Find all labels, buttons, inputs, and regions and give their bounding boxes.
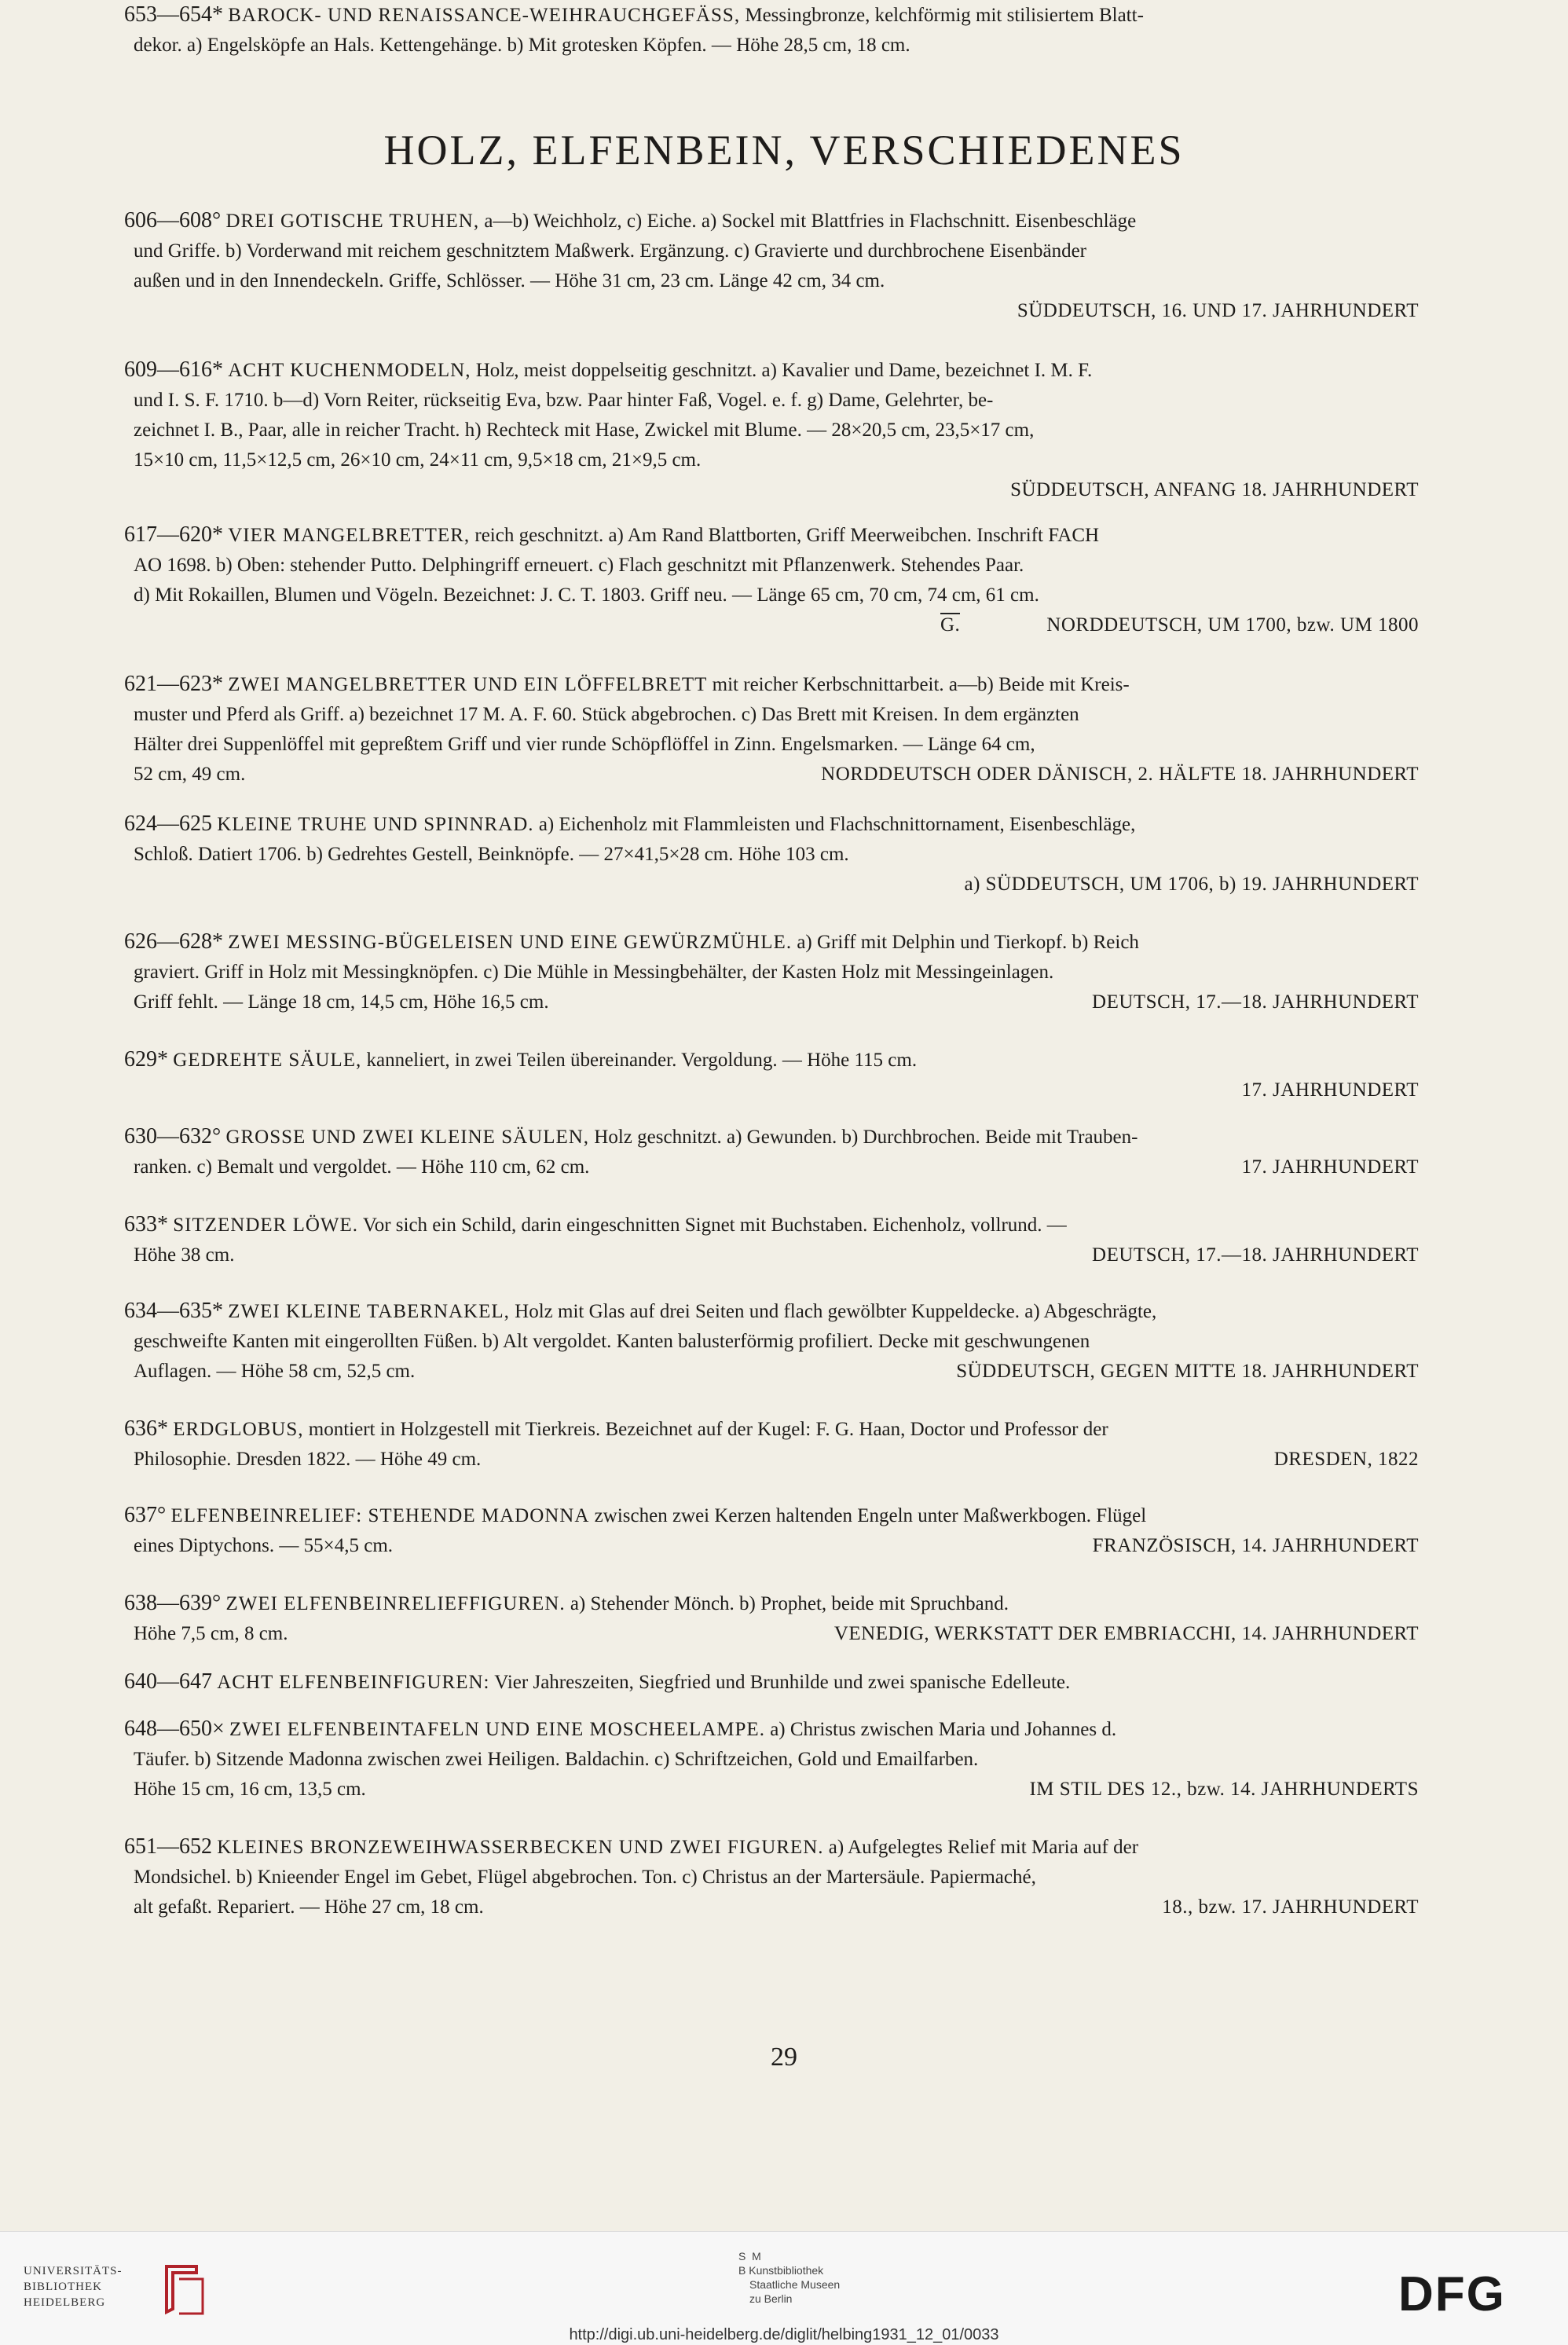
- entry-origin: [1010, 475, 1419, 505]
- entry-text-line: Holz, meist doppelseitig geschnitzt. a) Kavalier und Dame, bezeichnet I. M. F.: [475, 360, 1093, 381]
- entry-title: ZWEI KLEINE TABERNAKEL,: [228, 1301, 510, 1322]
- entry-number: 626—628*: [124, 929, 223, 954]
- entry-title: GEDREHTE SÄULE,: [173, 1050, 362, 1071]
- entry-text-line: a) Stehender Mönch. b) Prophet, beide mit Spruchband.: [570, 1593, 1009, 1614]
- catalog-entry: [124, 1045, 1419, 1105]
- entry-number: 651—652: [124, 1834, 212, 1859]
- dfg-logo-text: DFG: [1398, 2270, 1506, 2317]
- entry-text-line: Messingbronze, kelchförmig mit stilisiertem Blatt-: [745, 5, 1144, 26]
- entry-origin-row: [124, 1445, 1419, 1475]
- entry-first-line: [124, 809, 1419, 840]
- entry-text-line: kanneliert, in zwei Teilen übereinander. Vergoldung. — Höhe 115 cm.: [366, 1050, 918, 1071]
- entry-text-line: dekor. a) Engelsköpfe an Hals. Kettengehänge. b) Mit grotesken Köpfen. — Höhe 28,5 cm, 18 cm.: [134, 35, 910, 56]
- entry-first-line: [124, 1122, 1419, 1152]
- entry-title: SITZENDER LÖWE.: [173, 1215, 359, 1236]
- catalog-entry: [124, 1714, 1419, 1805]
- entry-text-line: Hälter drei Suppenlöffel mit gepreßtem Griff und vier runde Schöpflöffel in Zinn. Engelsmarken. — Länge 64 cm,: [134, 734, 1035, 755]
- sm-letters: [738, 2249, 840, 2263]
- entry-title: DREI GOTISCHE TRUHEN,: [225, 211, 480, 232]
- catalog-entry: [124, 1588, 1419, 1649]
- entry-origin-text: DEUTSCH, 17.—18. JAHRHUNDERT: [1092, 991, 1419, 1013]
- catalog-entry: [124, 1296, 1419, 1387]
- sm-letter: M: [752, 2250, 761, 2263]
- entry-origin-row: [124, 475, 1419, 505]
- entry-number: 624—625: [124, 812, 212, 836]
- entry-number: 629*: [124, 1047, 168, 1072]
- university-library-logo[interactable]: [24, 2263, 212, 2318]
- entry-origin-text: FRANZÖSISCH, 14. JAHRHUNDERT: [1092, 1535, 1419, 1556]
- entry-first-line: [124, 1414, 1419, 1445]
- entry-text-line: AO 1698. b) Oben: stehender Putto. Delphingriff erneuert. c) Flach geschnitzt mit Pflanzenwerk. Stehendes Paar.: [134, 555, 1024, 576]
- entry-origin: [956, 1357, 1419, 1387]
- entry-first-line: [124, 669, 1419, 700]
- entry-origin: [1242, 1075, 1419, 1105]
- entry-first-line: [124, 1714, 1419, 1745]
- catalog-entry: [124, 0, 1419, 60]
- entry-title: ZWEI ELFENBEINRELIEFFIGUREN.: [225, 1593, 566, 1614]
- entry-first-line: [124, 1045, 1419, 1075]
- staatliche-museen-logo[interactable]: [738, 2249, 840, 2306]
- entry-text-line: Höhe 38 cm.: [134, 1244, 235, 1266]
- entry-origin-prefix: G.: [940, 614, 961, 636]
- entry-number: 633*: [124, 1212, 168, 1237]
- catalog-entry: [124, 1210, 1419, 1270]
- entry-text-line: reich geschnitzt. a) Am Rand Blattborten, Griff Meerweibchen. Inschrift FACH: [474, 525, 1100, 546]
- entry-text-line: Griff fehlt. — Länge 18 cm, 14,5 cm, Höhe 16,5 cm.: [134, 991, 549, 1013]
- entry-number: 609—616*: [124, 357, 223, 382]
- sm-line: Staatliche Museen: [749, 2278, 841, 2291]
- entry-number: 617—620*: [124, 522, 223, 547]
- entry-origin-row: [124, 1775, 1419, 1805]
- entry-origin-row: [124, 1240, 1419, 1270]
- sm-letter: S: [738, 2250, 746, 2263]
- entry-origin-text: a) SÜDDEUTSCH, UM 1706, b) 19. JAHRHUNDERT: [964, 874, 1419, 895]
- entry-origin-text: SÜDDEUTSCH, ANFANG 18. JAHRHUNDERT: [1010, 479, 1419, 500]
- entry-origin-row: [124, 610, 1419, 640]
- entry-first-line: [124, 355, 1419, 386]
- entry-origin-row: [124, 1357, 1419, 1387]
- entry-first-line: [124, 520, 1419, 551]
- entry-origin: [1162, 1892, 1419, 1922]
- entry-title: ERDGLOBUS,: [173, 1419, 304, 1440]
- entry-text-line: Täufer. b) Sitzende Madonna zwischen zwei Heiligen. Baldachin. c) Schriftzeichen, Gold und Emailfarben.: [134, 1749, 979, 1770]
- catalog-entry: [124, 1667, 1419, 1698]
- entry-origin-text: NORDDEUTSCH, UM 1700, bzw. UM 1800: [1046, 614, 1419, 636]
- source-url[interactable]: http://digi.ub.uni-heidelberg.de/diglit/helbing1931_12_01/0033: [569, 2326, 999, 2343]
- footer-bar: [0, 2231, 1568, 2345]
- entry-origin: [1274, 1445, 1419, 1475]
- entry-title: ACHT ELFENBEINFIGUREN:: [217, 1672, 490, 1693]
- entry-text-line: Mondsichel. b) Knieender Engel im Gebet, Flügel abgebrochen. Ton. c) Christus an der Martersäule. Papiermaché,: [134, 1867, 1036, 1888]
- catalog-entry: [124, 669, 1419, 790]
- entry-origin: [821, 760, 1419, 790]
- entry-first-line: [124, 1296, 1419, 1327]
- entry-number: 621—623*: [124, 672, 223, 696]
- entry-text-line: Holz geschnitzt. a) Gewunden. b) Durchbrochen. Beide mit Trauben-: [594, 1127, 1138, 1148]
- entry-text-line: 52 cm, 49 cm.: [134, 764, 246, 785]
- entry-text-line: mit reicher Kerbschnittarbeit. a—b) Beide mit Kreis-: [712, 674, 1130, 695]
- uni-logo-line: BIBLIOTHEK: [24, 2281, 102, 2293]
- entry-title: VIER MANGELBRETTER,: [228, 525, 471, 546]
- entry-origin-text: DEUTSCH, 17.—18. JAHRHUNDERT: [1092, 1244, 1419, 1266]
- catalog-entry: [124, 1500, 1419, 1561]
- entry-text-line: a—b) Weichholz, c) Eiche. a) Sockel mit Blattfries in Flachschnitt. Eisenbeschläge: [484, 211, 1137, 232]
- sm-line: B Kunstbibliothek: [738, 2264, 824, 2277]
- entry-origin-row: [124, 760, 1419, 790]
- entry-title: ZWEI ELFENBEINTAFELN UND EINE MOSCHEELAMPE.: [229, 1719, 765, 1740]
- entry-first-line: [124, 1832, 1419, 1863]
- entry-origin-text: IM STIL DES 12., bzw. 14. JAHRHUNDERTS: [1029, 1779, 1419, 1800]
- catalog-entry: [124, 206, 1419, 326]
- entry-origin-text: SÜDDEUTSCH, GEGEN MITTE 18. JAHRHUNDERT: [956, 1361, 1419, 1382]
- entry-origin: [1017, 296, 1419, 326]
- entry-text-line: a) Eichenholz mit Flammleisten und Flachschnittornament, Eisenbeschläge,: [538, 814, 1136, 835]
- entry-text-line: Auflagen. — Höhe 58 cm, 52,5 cm.: [134, 1361, 416, 1382]
- entry-text-line: Schloß. Datiert 1706. b) Gedrehtes Gestell, Beinknöpfe. — 27×41,5×28 cm. Höhe 103 cm.: [134, 844, 849, 865]
- entry-number: 640—647: [124, 1669, 212, 1694]
- entry-number: 606—608°: [124, 208, 222, 233]
- entry-origin-row: [124, 1892, 1419, 1922]
- entry-text-line: und Griffe. b) Vorderwand mit reichem geschnitztem Maßwerk. Ergänzung. c) Gravierte und durchbrochene Eisenbänder: [134, 240, 1087, 262]
- entry-origin: [964, 870, 1419, 900]
- entry-title: ACHT KUCHENMODELN,: [228, 360, 471, 381]
- entry-number: 636*: [124, 1416, 168, 1441]
- entry-origin-row: [124, 296, 1419, 326]
- uni-logo-mark-icon: [156, 2263, 211, 2317]
- catalog-entry: [124, 1122, 1419, 1182]
- entry-text-line: d) Mit Rokaillen, Blumen und Vögeln. Bezeichnet: J. C. T. 1803. Griff neu. — Länge 65 cm, 70 cm, 74 cm, 61 cm.: [134, 584, 1039, 606]
- catalog-entry: [124, 355, 1419, 505]
- uni-logo-line: UNIVERSITÄTS-: [24, 2265, 123, 2277]
- catalog-entry: [124, 809, 1419, 900]
- page-number: 29: [771, 2043, 797, 2072]
- entry-text-line: montiert in Holzgestell mit Tierkreis. Bezeichnet auf der Kugel: F. G. Haan, Doctor und Professor der: [308, 1419, 1108, 1440]
- sm-line: zu Berlin: [749, 2292, 793, 2305]
- catalog-entry: [124, 927, 1419, 1017]
- entry-text-line: a) Griff mit Delphin und Tierkopf. b) Reich: [797, 932, 1139, 953]
- entry-origin-row: [124, 1531, 1419, 1561]
- entry-text-line: zwischen zwei Kerzen haltenden Engeln unter Maßwerkbogen. Flügel: [594, 1505, 1147, 1526]
- entry-text-line: Vor sich ein Schild, darin eingeschnitten Signet mit Buchstaben. Eichenholz, vollrund. —: [362, 1215, 1067, 1236]
- entry-origin-text: NORDDEUTSCH ODER DÄNISCH, 2. HÄLFTE 18. JAHRHUNDERT: [821, 764, 1419, 785]
- entry-origin-text: DRESDEN, 1822: [1273, 1449, 1419, 1470]
- entry-text-line: a) Aufgelegtes Relief mit Maria auf der: [828, 1837, 1139, 1858]
- entry-origin-text: SÜDDEUTSCH, 16. UND 17. JAHRHUNDERT: [1017, 300, 1419, 321]
- dfg-logo[interactable]: [1398, 2270, 1548, 2317]
- entry-origin-row: [124, 1619, 1419, 1649]
- entry-text-line: Höhe 7,5 cm, 8 cm.: [134, 1623, 288, 1644]
- entry-text-line: Vier Jahreszeiten, Siegfried und Brunhilde und zwei spanische Edelleute.: [494, 1672, 1071, 1693]
- entry-origin-text: 17. JAHRHUNDERT: [1241, 1079, 1419, 1101]
- entry-text-line: muster und Pferd als Griff. a) bezeichnet 17 M. A. F. 60. Stück abgebrochen. c) Das Brett mit Kreisen. In dem ergänzten: [134, 704, 1079, 725]
- entry-title: ELFENBEINRELIEF: STEHENDE MADONNA: [170, 1505, 590, 1526]
- entry-text-line: Philosophie. Dresden 1822. — Höhe 49 cm.: [134, 1449, 482, 1470]
- entry-text-line: und I. S. F. 1710. b—d) Vorn Reiter, rückseitig Eva, bzw. Paar hinter Faß, Vogel. e. f. g) Dame, Gelehrter, be-: [134, 390, 994, 411]
- entry-text-line: ranken. c) Bemalt und vergoldet. — Höhe 110 cm, 62 cm.: [134, 1156, 590, 1178]
- entry-number: 637°: [124, 1503, 167, 1527]
- entry-origin: [1092, 987, 1419, 1017]
- entry-origin: [1242, 1152, 1419, 1182]
- catalog-entry: [124, 520, 1419, 640]
- catalog-entry: [124, 1414, 1419, 1475]
- catalog-entry: [124, 1832, 1419, 1922]
- entry-number: 634—635*: [124, 1299, 223, 1323]
- entry-text-line: geschweifte Kanten mit eingerollten Füßen. b) Alt vergoldet. Kanten balusterförmig profiliert. Decke mit geschwungenen: [134, 1331, 1090, 1352]
- entry-origin-text: 17. JAHRHUNDERT: [1241, 1156, 1419, 1178]
- entry-origin-row: [124, 987, 1419, 1017]
- entry-first-line: [124, 1588, 1419, 1619]
- entry-number: 648—650×: [124, 1717, 225, 1741]
- entry-origin-text: VENEDIG, WERKSTATT DER EMBRIACCHI, 14. JAHRHUNDERT: [833, 1623, 1419, 1644]
- page-title: HOLZ, ELFENBEIN, VERSCHIEDENES: [383, 126, 1185, 174]
- entry-title: GROSSE UND ZWEI KLEINE SÄULEN,: [225, 1127, 590, 1148]
- entry-title: ZWEI MESSING-BÜGELEISEN UND EINE GEWÜRZMÜHLE.: [228, 932, 793, 953]
- entry-first-line: [124, 1210, 1419, 1240]
- entry-origin-row: [124, 870, 1419, 900]
- entry-origin: [1092, 1240, 1419, 1270]
- entry-first-line: [124, 927, 1419, 958]
- entry-number: 630—632°: [124, 1124, 222, 1149]
- entry-origin: [1093, 1531, 1419, 1561]
- entry-title: BAROCK- UND RENAISSANCE-WEIHRAUCHGEFÄSS,: [228, 5, 741, 26]
- entry-first-line: [124, 206, 1419, 236]
- entry-origin-text: 18., bzw. 17. JAHRHUNDERT: [1162, 1896, 1419, 1918]
- entry-origin: [834, 1619, 1419, 1649]
- entry-first-line: [124, 1500, 1419, 1531]
- entry-text-line: eines Diptychons. — 55×4,5 cm.: [134, 1535, 394, 1556]
- entry-first-line: [124, 1667, 1419, 1698]
- entry-origin: [940, 610, 1419, 640]
- entry-text-line: zeichnet I. B., Paar, alle in reicher Tracht. h) Rechteck mit Hase, Zwickel mit Blume. — 28×20,5 cm, 23,5×17 cm,: [134, 420, 1035, 441]
- entry-text-line: außen und in den Innendeckeln. Griffe, Schlösser. — Höhe 31 cm, 23 cm. Länge 42 cm, 34 cm.: [134, 270, 885, 291]
- entry-origin-row: [124, 1075, 1419, 1105]
- entry-title: KLEINES BRONZEWEIHWASSERBECKEN UND ZWEI FIGUREN.: [217, 1837, 824, 1858]
- entry-origin: [1029, 1775, 1419, 1805]
- uni-logo-line: HEIDELBERG: [24, 2296, 106, 2309]
- entry-text-line: a) Christus zwischen Maria und Johannes d.: [770, 1719, 1117, 1740]
- entry-title: ZWEI MANGELBRETTER UND EIN LÖFFELBRETT: [228, 674, 708, 695]
- entry-text-line: Höhe 15 cm, 16 cm, 13,5 cm.: [134, 1779, 366, 1800]
- entry-text-line: alt gefaßt. Repariert. — Höhe 27 cm, 18 cm.: [134, 1896, 484, 1918]
- entry-number: 638—639°: [124, 1591, 222, 1615]
- entry-text-line: Holz mit Glas auf drei Seiten und flach gewölbter Kuppeldecke. a) Abgeschrägte,: [515, 1301, 1157, 1322]
- entry-origin-row: [124, 1152, 1419, 1182]
- entry-first-line: [124, 0, 1419, 31]
- entry-text-line: 15×10 cm, 11,5×12,5 cm, 26×10 cm, 24×11 cm, 9,5×18 cm, 21×9,5 cm.: [134, 449, 702, 471]
- entry-title: KLEINE TRUHE UND SPINNRAD.: [217, 814, 534, 835]
- entry-number: 653—654*: [124, 2, 223, 27]
- entry-text-line: graviert. Griff in Holz mit Messingknöpfen. c) Die Mühle in Messingbehälter, der Kasten Holz mit Messingeinlagen.: [134, 962, 1054, 983]
